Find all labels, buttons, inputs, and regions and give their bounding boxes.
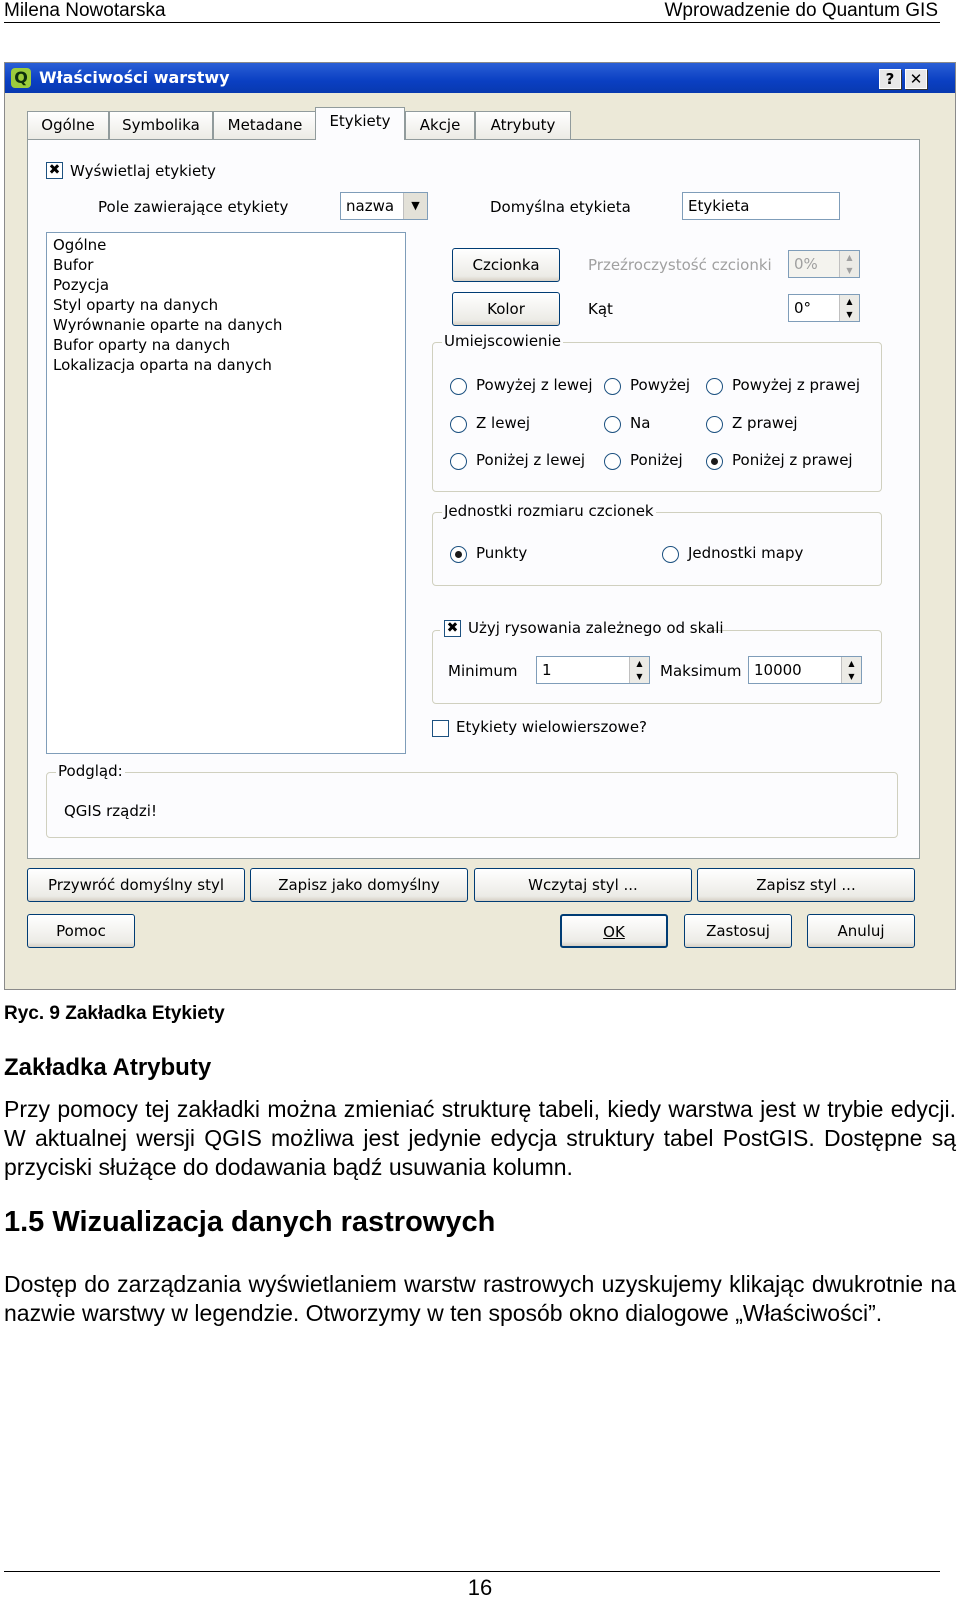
- radio-label: Jednostki mapy: [688, 544, 804, 562]
- list-item[interactable]: Bufor oparty na danych: [53, 336, 231, 354]
- angle-value: 0°: [794, 299, 812, 317]
- list-item[interactable]: Styl oparty na danych: [53, 296, 219, 314]
- list-item[interactable]: Lokalizacja oparta na danych: [53, 356, 272, 374]
- list-item[interactable]: Wyrównanie oparte na danych: [53, 316, 283, 334]
- preview-group: [46, 772, 898, 838]
- radio-points[interactable]: [450, 546, 467, 563]
- transparency-label: Przeźroczystość czcionki: [588, 256, 772, 274]
- radio-above-right[interactable]: [706, 378, 723, 395]
- spin-arrows-icon[interactable]: ▲ ▼: [839, 251, 859, 277]
- spin-arrows-icon[interactable]: ▲ ▼: [841, 657, 861, 683]
- ok-button[interactable]: OK: [560, 914, 668, 948]
- radio-label: Punkty: [476, 544, 528, 562]
- tab-labels[interactable]: Etykiety: [315, 107, 405, 140]
- minimum-spinbox[interactable]: [536, 656, 650, 684]
- paragraph-raster: Dostęp do zarządzania wyświetlaniem warstw rastrowych uzyskujemy klikając dwukrotnie na nazwie warstwy w legendzie. Otworzymy w ten sposób okno dialogowe „Właściwości”.: [4, 1271, 956, 1326]
- maximum-label: Maksimum: [660, 662, 742, 680]
- default-label-input[interactable]: Etykieta: [682, 192, 840, 220]
- radio-label: Na: [630, 414, 651, 432]
- tab-actions[interactable]: Akcje: [405, 111, 475, 139]
- section-heading-raster: 1.5 Wizualizacja danych rastrowych: [4, 1206, 496, 1238]
- tab-metadata[interactable]: Metadane: [213, 111, 317, 139]
- multiline-label: Etykiety wielowierszowe?: [456, 718, 648, 736]
- label-settings-list[interactable]: [46, 232, 406, 754]
- help-button[interactable]: Pomoc: [27, 914, 135, 948]
- radio-label: Z lewej: [476, 414, 531, 432]
- transparency-spinbox[interactable]: [788, 250, 860, 278]
- radio-above[interactable]: [604, 378, 621, 395]
- color-button[interactable]: Kolor: [452, 292, 560, 326]
- close-icon[interactable]: ✕: [905, 69, 927, 89]
- preview-title: Podgląd:: [58, 762, 123, 780]
- label-field-caption: Pole zawierające etykiety: [98, 198, 289, 216]
- help-title-button[interactable]: ?: [879, 69, 901, 89]
- header-author: Milena Nowotarska: [4, 0, 166, 21]
- preview-text: QGIS rządzi!: [64, 802, 157, 820]
- save-as-default-button[interactable]: Zapisz jako domyślny: [250, 868, 468, 902]
- chevron-down-icon[interactable]: ▼: [403, 193, 427, 219]
- default-label-caption: Domyślna etykieta: [490, 198, 631, 216]
- minimum-label: Minimum: [448, 662, 518, 680]
- tab-general[interactable]: Ogólne: [27, 111, 109, 139]
- angle-spinbox[interactable]: [788, 294, 860, 322]
- load-style-button[interactable]: Wczytaj styl ...: [474, 868, 692, 902]
- list-item[interactable]: Pozycja: [53, 276, 110, 294]
- radio-label: Z prawej: [732, 414, 798, 432]
- page-number: 16: [467, 1575, 493, 1600]
- paragraph-attributes: Przy pomocy tej zakładki można zmieniać strukturę tabeli, kiedy warstwa jest w trybie edycji. W aktualnej wersji QGIS możliwa jest jedynie edycja struktury tabel PostGIS. Dostępne są przyciski służące do dodawania bądź usuwania kolumn.: [4, 1096, 956, 1180]
- transparency-value: 0%: [794, 255, 818, 273]
- restore-default-style-button[interactable]: Przywróć domyślny styl: [27, 868, 245, 902]
- radio-label: Powyżej z lewej: [476, 376, 593, 394]
- angle-label: Kąt: [588, 300, 613, 318]
- radio-label: Poniżej z prawej: [732, 451, 853, 469]
- font-units-title: Jednostki rozmiaru czcionek: [444, 502, 654, 520]
- cancel-button[interactable]: Anuluj: [807, 914, 915, 948]
- radio-label: Powyżej z prawej: [732, 376, 861, 394]
- footer-rule: [4, 1571, 940, 1572]
- maximum-value: 10000: [754, 661, 802, 679]
- properties-dialog: [4, 62, 956, 990]
- label-field-select[interactable]: [340, 192, 428, 220]
- spin-arrows-icon[interactable]: ▲ ▼: [839, 295, 859, 321]
- list-item[interactable]: Bufor: [53, 256, 94, 274]
- save-style-button[interactable]: Zapisz styl ...: [697, 868, 915, 902]
- minimum-value: 1: [542, 661, 552, 679]
- header-title: Wprowadzenie do Quantum GIS: [664, 0, 938, 21]
- font-button[interactable]: Czcionka: [452, 248, 560, 282]
- scale-checkbox[interactable]: ✖: [444, 620, 461, 637]
- dialog-titlebar[interactable]: [5, 63, 955, 93]
- radio-label: Powyżej: [630, 376, 691, 394]
- show-labels-checkbox[interactable]: ✖: [46, 162, 63, 179]
- qgis-logo-icon: Q: [11, 68, 31, 88]
- labels-panel: [27, 139, 920, 859]
- figure-caption: Ryc. 9 Zakładka Etykiety: [4, 1003, 225, 1024]
- radio-below[interactable]: [604, 453, 621, 470]
- label-field-value: nazwa: [346, 197, 395, 215]
- spin-arrows-icon[interactable]: ▲ ▼: [629, 657, 649, 683]
- radio-map-units[interactable]: [662, 546, 679, 563]
- radio-below-right[interactable]: [706, 453, 723, 470]
- maximum-spinbox[interactable]: [748, 656, 862, 684]
- header-rule: [4, 22, 940, 23]
- section-heading: Zakładka Atrybuty: [4, 1054, 212, 1081]
- tab-symbology[interactable]: Symbolika: [109, 111, 213, 139]
- radio-label: Poniżej z lewej: [476, 451, 586, 469]
- radio-label: Poniżej: [630, 451, 683, 469]
- radio-left[interactable]: [450, 416, 467, 433]
- radio-right[interactable]: [706, 416, 723, 433]
- list-item[interactable]: Ogólne: [53, 236, 107, 254]
- show-labels-label: Wyświetlaj etykiety: [70, 162, 216, 180]
- tab-attributes[interactable]: Atrybuty: [475, 111, 571, 139]
- apply-button[interactable]: Zastosuj: [684, 914, 792, 948]
- placement-title: Umiejscowienie: [444, 332, 561, 350]
- dialog-title: Właściwości warstwy: [39, 68, 230, 87]
- radio-over[interactable]: [604, 416, 621, 433]
- multiline-checkbox[interactable]: [432, 720, 449, 737]
- radio-above-left[interactable]: [450, 378, 467, 395]
- scale-label: Użyj rysowania zależnego od skali: [468, 619, 724, 637]
- radio-below-left[interactable]: [450, 453, 467, 470]
